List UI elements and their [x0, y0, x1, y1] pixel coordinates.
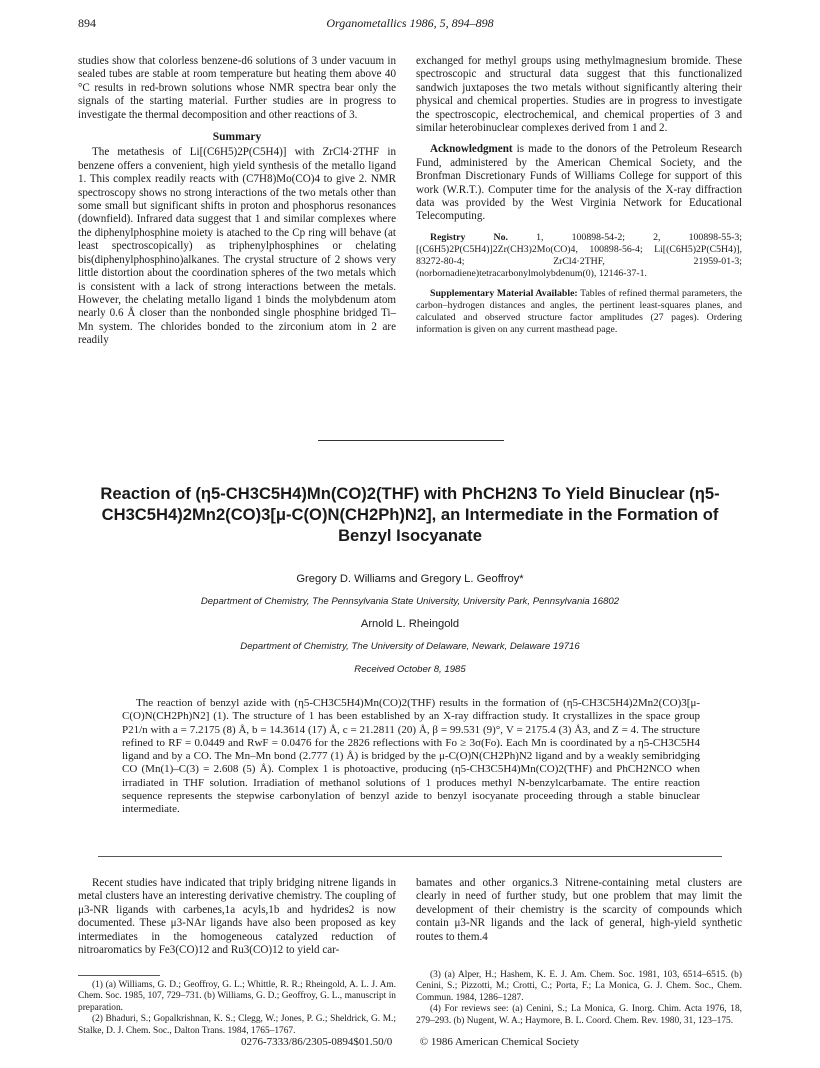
- journal-citation: Organometallics 1986, 5, 894–898: [326, 16, 494, 30]
- body-left-column: [78, 877, 396, 957]
- body-right-column: [416, 877, 742, 944]
- footnote: (2) Bhaduri, S.; Gopalkrishnan, K. S.; Clegg, W.; Jones, P. G.; Sheldrick, G. M.; Stalke, D. J. Chem. Soc., Dalton Trans. 1984, 1765–1767.: [78, 1014, 396, 1036]
- abstract: The reaction of benzyl azide with (η5-CH3C5H4)Mn(CO)2(THF) results in the formation of (η5-CH3C5H4)2Mn2(CO)3[μ-C(O)N(CH2Ph)N2] (1). The structure of 1 has been established by an X-ray diffraction study. It crystallizes in the space group P21/n with a = 7.2175 (8) Å, b = 14.3614 (17) Å, c = 21.2811 (20) Å, β = 99.531 (9)°, V = 2175.4 (3) Å3, and Z = 4. The structure refined to RF = 0.0449 and RwF = 0.0476 for the 2826 reflections with Fo ≥ 3σ(Fo). Each Mn is coordinated by a η5-CH3C5H4 ligand and by a CO. The Mn–Mn bond (2.777 (1) Å) is bridged by the μ-C(O)N(CH2Ph)N2 ligand and by a weakly semibridging CO (Mn(1)–C(3) = 2.608 (5) Å). Complex 1 is photoactive, producing (η5-CH3C5H4)Mn(CO)2(THF) and PhCH2NCO when irradiated in THF solution. Irradiation of methanol solutions of 1 produces methyl N-benzylcarbamate. The entire reaction sequence represents the stepwise carbonylation of benzyl azide to benzyl isocyanate proceeding through a stable binuclear intermediate.: [122, 697, 700, 816]
- supplementary-label: Supplementary Material Available:: [430, 287, 578, 299]
- footnote: (3) (a) Alper, H.; Hashem, K. E. J. Am. Chem. Soc. 1981, 103, 6514–6515. (b) Cenini, S.; Pizzotti, M.; Crotti, C.; Porta, F.; La Monica, G. J. Chem. Soc., Chem. Commun. 1984, 1286–1287.: [416, 970, 742, 1003]
- body-paragraph: Recent studies have indicated that triply bridging nitrene ligands in metal clusters have an interesting derivative chemistry. The coupling of μ3-NR ligands with carbenes,1a acyls,1b and hydrides2 is now documented. These μ3-NAr ligands have also been proposed as key intermediates in the homogeneous catalyzed reduction of nitroaromatics by Fe3(CO)12 and Ru3(CO)12 to yield car-: [78, 877, 396, 957]
- supplementary-paragraph: [416, 288, 742, 336]
- page-number: 894: [78, 16, 96, 30]
- copyright: © 1986 American Chemical Society: [419, 1036, 579, 1048]
- article-title: Reaction of (η5-CH3C5H4)Mn(CO)2(THF) with PhCH2N3 To Yield Binuclear (η5-CH3C5H4)2Mn2(CO)3[μ-C(O)N(CH2Ph)N2], an Intermediate in the Formation of Benzyl Isocyanate: [100, 484, 720, 545]
- prev-article-right-column: [416, 55, 742, 336]
- page-footer: [78, 1036, 742, 1048]
- footnotes-left: [78, 980, 396, 1037]
- footnotes-right: [416, 970, 742, 1027]
- footnote: (1) (a) Williams, G. D.; Geoffroy, G. L.; Whittle, R. R.; Rheingold, A. L. J. Am. Chem. Soc. 1985, 107, 729–731. (b) Williams, G. D.; Geoffroy, G. L., manuscript in preparation.: [78, 980, 396, 1013]
- registry-text: 1, 100898-54-2; 2, 100898-55-3; [(C6H5)2P(C5H4)]2Zr(CH3)2Mo(CO)4, 100898-56-4; Li[(C6H5)2P(C5H4)], 83272-80-4; ZrCl4·2THF, 21959-01-3; (norbornadiene)tetracarbonylmolybdenum(0), 12146-37-1.: [416, 231, 742, 279]
- summary-heading: Summary: [212, 131, 262, 144]
- registry-paragraph: [416, 232, 742, 280]
- footnote-rule: [78, 975, 160, 976]
- paragraph: exchanged for methyl groups using methylmagnesium bromide. These spectroscopic and structural data suggest that this functionalized sandwich juxtaposes the two metals without significantly altering their physical and chemical properties. Studies are in progress to investigate the spectroscopic, electrochemical, and chemical properties of 3 and similar heterobinuclear complexes derived from 1 and 2.: [416, 55, 742, 135]
- affiliation-primary: Department of Chemistry, The Pennsylvania State University, University Park, Pennsylvania 16802: [200, 596, 620, 607]
- supplementary-text: Tables of refined thermal parameters, the carbon–hydrogen distances and angles, the pertinent least-squares planes, and calculated and observed structure factor amplitudes (27 pages). Ordering information is given on any current masthead page.: [416, 287, 742, 335]
- abstract-rule: [98, 856, 722, 857]
- article-code: 0276-7333/86/2305-0894$01.50/0: [240, 1036, 393, 1048]
- acknowledgment-label: Acknowledgment: [430, 143, 513, 156]
- article-divider: [318, 440, 504, 441]
- paragraph: studies show that colorless benzene-d6 solutions of 3 under vacuum in sealed tubes are stable at room temperature but heating them above 40 °C results in red-brown solutions whose NMR spectra bear only the signals of the starting material. Further studies are in progress to investigate the thermal decomposition and other reactions of 3.: [78, 55, 396, 121]
- affiliation-secondary: Department of Chemistry, The University of Delaware, Newark, Delaware 19716: [240, 641, 580, 652]
- prev-article-left-column: [78, 55, 396, 348]
- authors-secondary: Arnold L. Rheingold: [360, 618, 460, 630]
- acknowledgment-text: is made to the donors of the Petroleum Research Fund, administered by the American Chemical Society, and the Bronfman Discretionary Funds of Williams College for support of this work (W.R.T.). Computer time for the analysis of the X-ray diffraction data was provided by the West Virginia Network for Educational Telecomputing.: [416, 143, 742, 223]
- registry-label: Registry No.: [430, 231, 508, 243]
- page-header: [78, 16, 742, 32]
- body-paragraph: bamates and other organics.3 Nitrene-containing metal clusters are clearly in need of further study, but one problem that may limit the development of their chemistry is the scarcity of compounds which contain μ3-NR ligands and the lack of general, high-yield synthetic routes to them.4: [416, 877, 742, 943]
- footnote: (4) For reviews see: (a) Cenini, S.; La Monica, G. Inorg. Chim. Acta 1976, 18, 279–293. (b) Nugent, W. A.; Haymore, B. L. Coord. Chem. Rev. 1980, 31, 123–175.: [416, 1004, 742, 1026]
- summary-paragraph: The metathesis of Li[(C6H5)2P(C5H4)] with ZrCl4·2THF in benzene offers a convenient, high yield synthesis of the metallo ligand 1. This complex readily reacts with (C7H8)Mo(CO)4 to give 2. NMR spectroscopy shows no strong interactions of the two metals other than some small but significant shifts in proton and phosphorus resonances (downfield). Infrared data suggest that 1 and similar complexes where the diphenylphosphine moiety is atached to the Cp ring will behave (at least spectroscopically) as triphenylphosphines or chelating bis(diphenylphosphino)alkanes. The crystal structure of 2 shows very little distortion about the coordination spheres of the two metals which is consistent with a lack of strong interactions between the metals. However, the chelating metallo ligand 1 binds the molybdenum atom nearly 0.6 Å closer than the nonbonded single phosphine bridged Ti–Mn system. The chlorides bonded to the zirconium atom in 2 are readily: [78, 146, 396, 347]
- authors-primary: Gregory D. Williams and Gregory L. Geoffroy*: [296, 573, 524, 585]
- acknowledgment-paragraph: [416, 143, 742, 223]
- received-date: Received October 8, 1985: [354, 664, 466, 675]
